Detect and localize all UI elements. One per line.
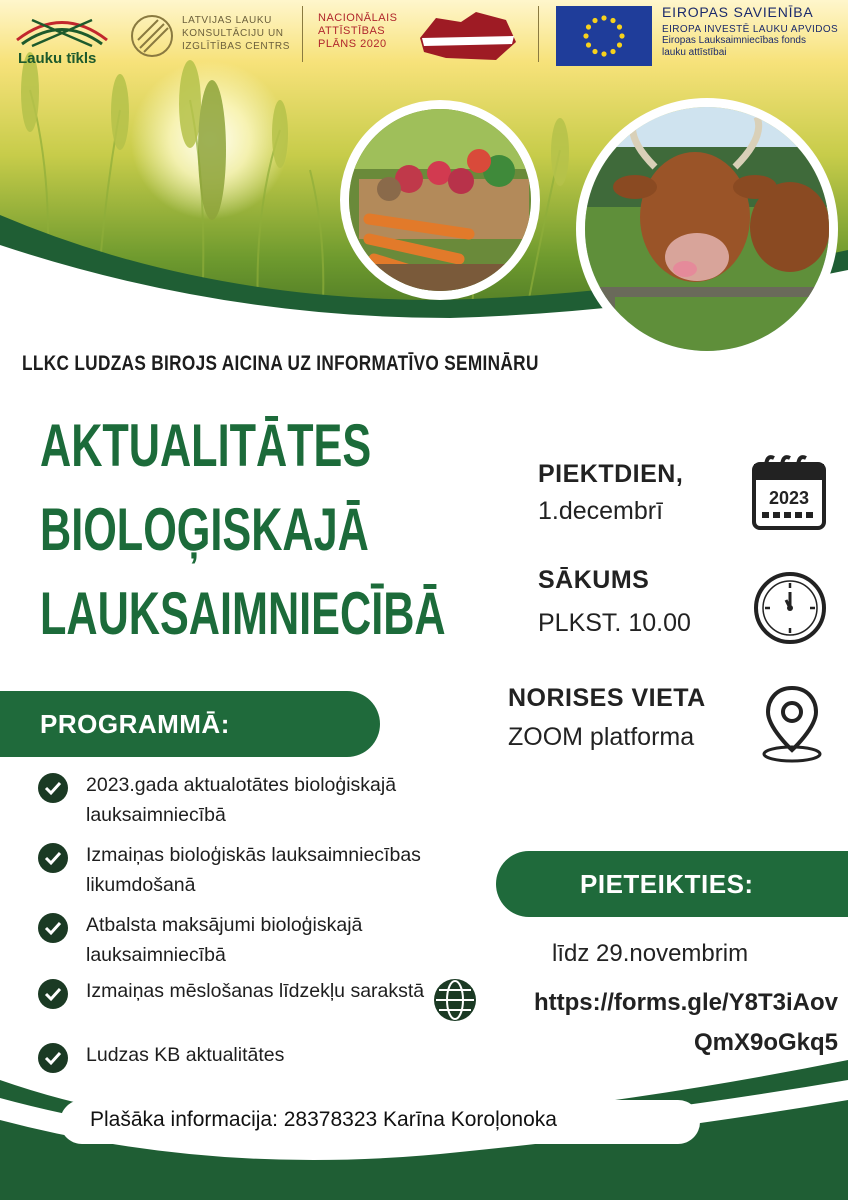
checkmark-icon	[38, 773, 68, 803]
nap-logo	[318, 12, 397, 51]
calendar-year-text: 2023	[768, 488, 810, 508]
globe-icon	[432, 977, 478, 1028]
event-title	[40, 404, 446, 656]
eu-text-block	[662, 4, 848, 59]
venue-label: NORISES VIETA	[508, 684, 706, 712]
list-item: Ludzas KB aktualitātes	[38, 1040, 488, 1070]
program-heading-pill	[0, 691, 380, 757]
llkc-line-2: KONSULTĀCIJU UN	[182, 28, 284, 39]
title-line-1: AKTUALITĀTES	[40, 412, 372, 479]
program-list	[38, 770, 488, 1070]
lauku-tikls-emblem-icon	[12, 10, 112, 50]
cow-photo	[576, 98, 838, 360]
checkmark-icon	[38, 913, 68, 943]
lauku-tikls-text: Lauku tīkls	[18, 50, 97, 67]
link-line-2[interactable]: QmX9oGkq5	[693, 1029, 838, 1056]
eu-title: EIROPAS SAVIENĪBA	[662, 4, 814, 20]
divider	[302, 6, 303, 62]
link-line-1[interactable]: https://forms.gle/Y8T3iAov	[533, 989, 838, 1016]
date-value: 1.decembrī	[538, 497, 664, 525]
latvia-map-icon	[416, 8, 520, 64]
event-start	[538, 566, 691, 638]
day-label: PIEKTDIEN,	[538, 460, 684, 488]
list-item: 2023.gada aktualotātes bioloģiskajā lauksaimniecībā	[38, 770, 488, 840]
eu-flag-icon	[556, 6, 652, 66]
eu-line-1: EIROPA INVESTĒ LAUKU APVIDOS	[662, 24, 839, 35]
program-heading: PROGRAMMĀ:	[40, 709, 230, 739]
title-line-2: BIOLOĢISKAJĀ	[40, 496, 369, 563]
title-line-3: LAUKSAIMNIECĪBĀ	[40, 580, 446, 647]
vegetables-photo	[340, 100, 540, 300]
nap-line-2: ATTĪSTĪBAS	[318, 25, 386, 37]
lauku-tikls-logo	[12, 10, 122, 68]
intro-heading: LLKC LUDZAS BIROJS AICINA UZ INFORMATĪVO SEMINĀRU	[22, 352, 539, 375]
list-item: Atbalsta maksājumi bioloģiskajā lauksaimniecībā	[38, 910, 488, 976]
checkmark-icon	[38, 843, 68, 873]
clock-icon	[752, 570, 828, 651]
llkc-line-1: LATVIJAS LAUKU	[182, 15, 272, 26]
calendar-icon	[750, 450, 830, 539]
nap-line-1: NACIONĀLAIS	[318, 12, 398, 24]
list-item: Izmaiņas bioloģiskās lauksaimniecības likumdošanā	[38, 840, 488, 910]
apply-heading-pill	[496, 851, 848, 917]
llkc-line-3: IZGLĪTĪBAS CENTRS	[182, 41, 290, 52]
eu-line-2: Eiropas Lauksaimniecības fonds	[662, 35, 806, 46]
list-item: Izmaiņas mēslošanas līdzekļu sarakstā	[38, 976, 488, 1040]
apply-heading: PIETEIKTIES:	[580, 869, 754, 899]
apply-deadline: līdz 29.novembrim	[552, 940, 749, 967]
llkc-logo	[130, 10, 300, 62]
start-label: SĀKUMS	[538, 566, 650, 594]
event-date	[538, 460, 683, 526]
start-time: PLKST. 10.00	[538, 609, 691, 637]
divider	[538, 6, 539, 62]
footer-contact: Plašāka informacija: 28378323 Karīna Koroļonoka	[90, 1108, 557, 1131]
sponsor-logos	[0, 0, 848, 72]
location-pin-icon	[760, 682, 824, 771]
event-venue	[508, 684, 706, 752]
checkmark-icon	[38, 979, 68, 1009]
venue-value: ZOOM platforma	[508, 723, 695, 751]
nap-line-3: PLĀNS 2020	[318, 38, 387, 50]
eu-line-3: lauku attīstībai	[662, 47, 727, 58]
llkc-emblem-icon	[130, 10, 176, 62]
